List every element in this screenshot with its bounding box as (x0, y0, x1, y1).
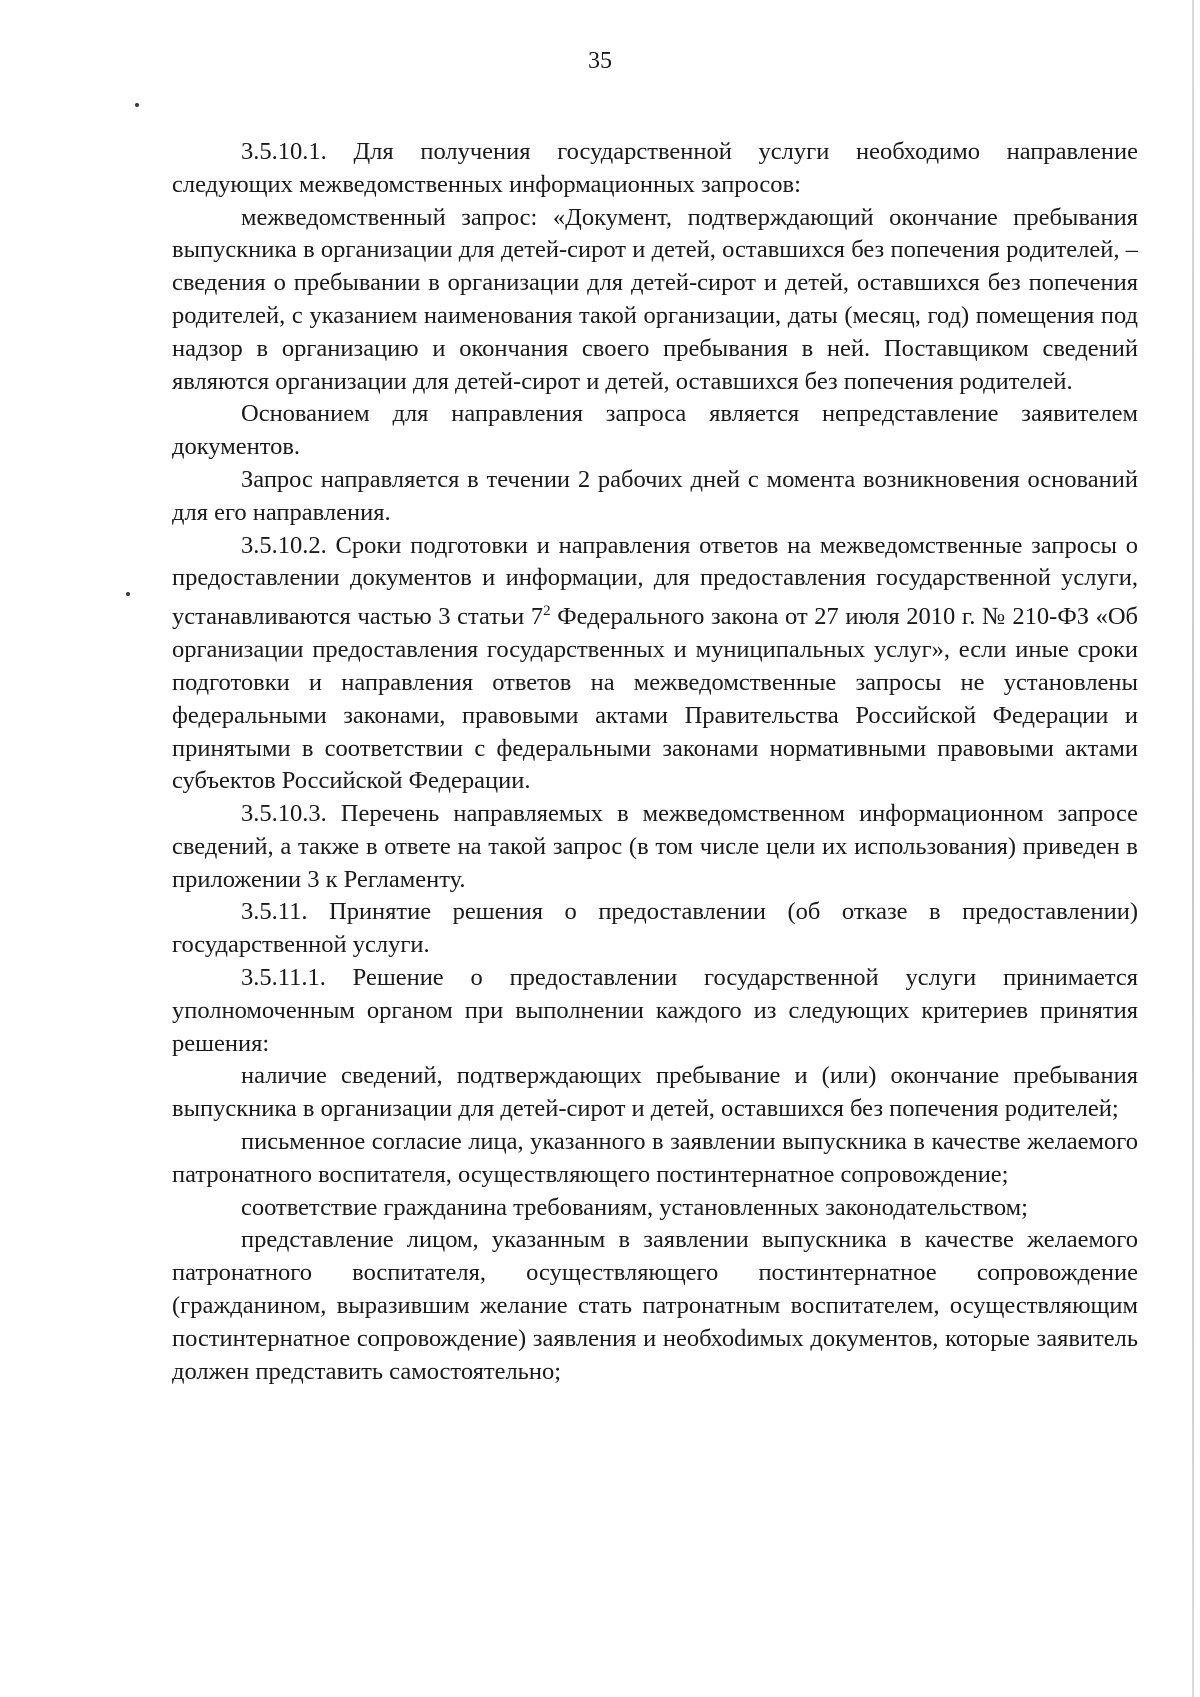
paragraph-3-5-11: 3.5.11. Принятие решения о предоставлении (об отказе в предоставлении) государственной услуги. (172, 898, 1138, 959)
superscript-article-number: 2 (543, 603, 551, 620)
criterion-residence-info: наличие сведений, подтверждающих пребывание и (или) окончание пребывания выпускника в организации для детей-сирот и детей, оставшихся без попечения родителей; (172, 1062, 1138, 1123)
criterion-legal-requirements: соответствие гражданина требованиям, установленных законодательством; (241, 1193, 1028, 1221)
paragraph-interagency-request: межведомственный запрос: «Документ, подтверждающий окончание пребывания выпускника в организации для детей-сирот и детей, оставшихся без попечения родителей, – сведения о пребывании в организации для детей-сирот и детей, оставшихся без попечения родителей, с указанием наименования такой организации, даты (месяц, год) помещения под надзор в организацию и окончания своего пребывания в ней. Поставщиком сведений являются организации для детей-сирот и детей, оставшихся без попечения родителей. (172, 203, 1138, 395)
paragraph-3-5-11-1: 3.5.11.1. Решение о предоставлении государственной услуги принимается уполномоченным органом при выполнении каждого из следующих критериев принятия решения: (172, 964, 1138, 1057)
scan-edge-shadow (1192, 0, 1194, 1697)
paragraph-request-basis: Основанием для направления запроса является непредставление заявителем документов. (172, 400, 1138, 461)
document-body (172, 136, 1138, 1388)
paragraph-3-5-10-2-text-start: 3.5.10.2. Сроки подготовки и направления ответов на межведомственные запросы о предоставлении документов и информации, для предоставления государственной услуги, устанавливаются частью 3 статьи 7 (172, 531, 1138, 631)
paragraph-3-5-10-2 (172, 530, 1138, 799)
paragraph-request-deadline: Запрос направляется в течении 2 рабочих дней с момента возникновения оснований для его направления. (172, 465, 1138, 526)
paragraph-3-5-10-3: 3.5.10.3. Перечень направляемых в межведомственном информационном запросе сведений, а также в ответе на такой запрос (в том числе цели их использования) приведен в приложении 3 к Регламенту. (172, 800, 1138, 893)
paragraph-3-5-10-2-text-end: Федерального закона от 27 июля 2010 г. № 210-ФЗ «Об организации предоставления государственных и муниципальных услуг», если иные сроки подготовки и направления ответов на межведомственные запросы не установлены федеральными законами, правовыми актами Правительства Российской Федерации и принятыми в соответствии с федеральными законами нормативными правовыми актами субъектов Российской Федерации. (172, 603, 1139, 795)
page-number: 35 (588, 48, 612, 74)
scan-speck (126, 592, 130, 596)
criterion-written-consent: письменное согласие лица, указанного в заявлении выпускника в качестве желаемого патронатного воспитателя, осуществляющего постинтернатное сопровождение; (172, 1128, 1138, 1188)
criterion-documents-submitted: представление лицом, указанным в заявлении выпускника в качестве желаемого патронатного воспитателя, осуществляющего постинтернатное сопровождение (гражданином, выразившим желание стать патронатным воспитателем, осуществляющим постинтернатное сопровождение) заявления и необхоdимых документов, которые заявитель должен представить самостоятельно; (172, 1226, 1138, 1385)
scan-speck (135, 103, 139, 107)
paragraph-3-5-10-1: 3.5.10.1. Для получения государственной услуги необходимо направление следующих межведомственных информационных запросов: (172, 138, 1138, 198)
